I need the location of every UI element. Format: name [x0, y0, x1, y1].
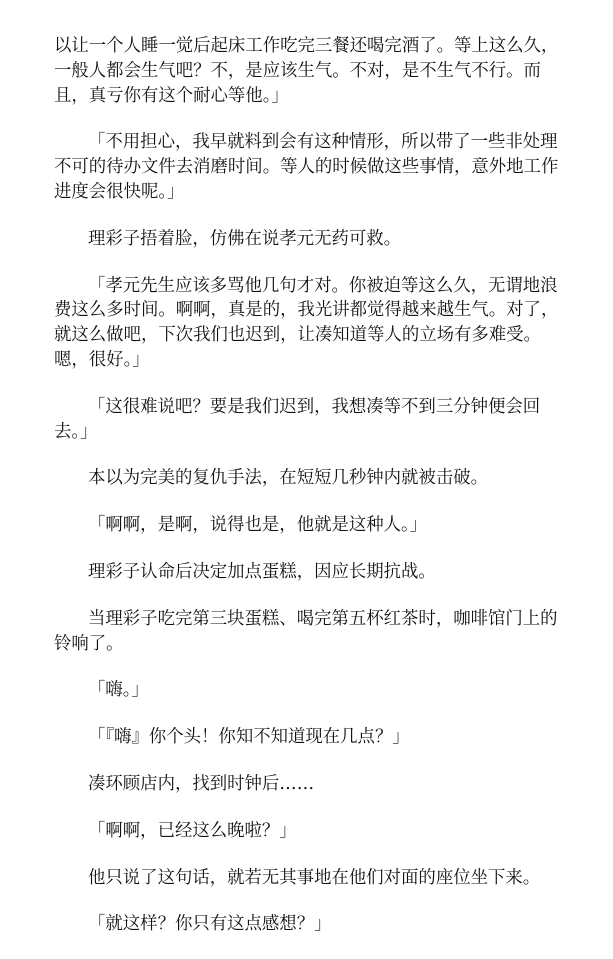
paragraph: 「啊啊，已经这么晚啦？」 [88, 820, 297, 841]
paragraph: 本以为完美的复仇手法，在短短几秒钟内就被击破。 [88, 468, 488, 489]
paragraph: 「孝元先生应该多骂他几句才对。你被迫等这么久，无谓地浪费这么多时间。啊啊，真是的，我光讲都觉得越来越生气。对了，就这么做吧，下次我们也迟到，让凑知道等人的立场有多难受。嗯，很好。」 [54, 275, 559, 370]
paragraph: 「这很难说吧？要是我们迟到，我想凑等不到三分钟便会回去。」 [54, 396, 541, 442]
paragraph: 「『嗨』你个头！你知不知道现在几点？」 [88, 727, 410, 748]
paragraph: 「嗨。」 [88, 680, 149, 701]
paragraph: 当理彩子吃完第三块蛋糕、喝完第五杯红茶时，咖啡馆门上的铃响了。 [54, 608, 558, 654]
paragraph: 理彩子捂着脸，仿佛在说孝元无药可救。 [88, 228, 402, 249]
paragraph: 「啊啊，是啊，说得也是，他就是这种人。」 [88, 515, 428, 536]
paragraph: 凑环顾店内，找到时钟后…… [88, 773, 315, 794]
paragraph: 他只说了这句话，就若无其事地在他们对面的座位坐下来。 [88, 867, 541, 888]
paragraph: 以让一个人睡一觉后起床工作吃完三餐还喝完酒了。等上这么久，一般人都会生气吧？不，是应该生气。不对，是不生气不行。而且，真亏你有这个耐心等他。」 [54, 36, 559, 106]
paragraph: 理彩子认命后决定加点蛋糕，因应长期抗战。 [88, 561, 436, 582]
paragraph: 「就这样？你只有这点感想？」 [88, 914, 332, 935]
paragraph: 「不用担心，我早就料到会有这种情形，所以带了一些非处理不可的待办文件去消磨时间。等人的时候做这些事情，意外地工作进度会很快呢。」 [54, 132, 559, 202]
document-page [54, 34, 564, 959]
